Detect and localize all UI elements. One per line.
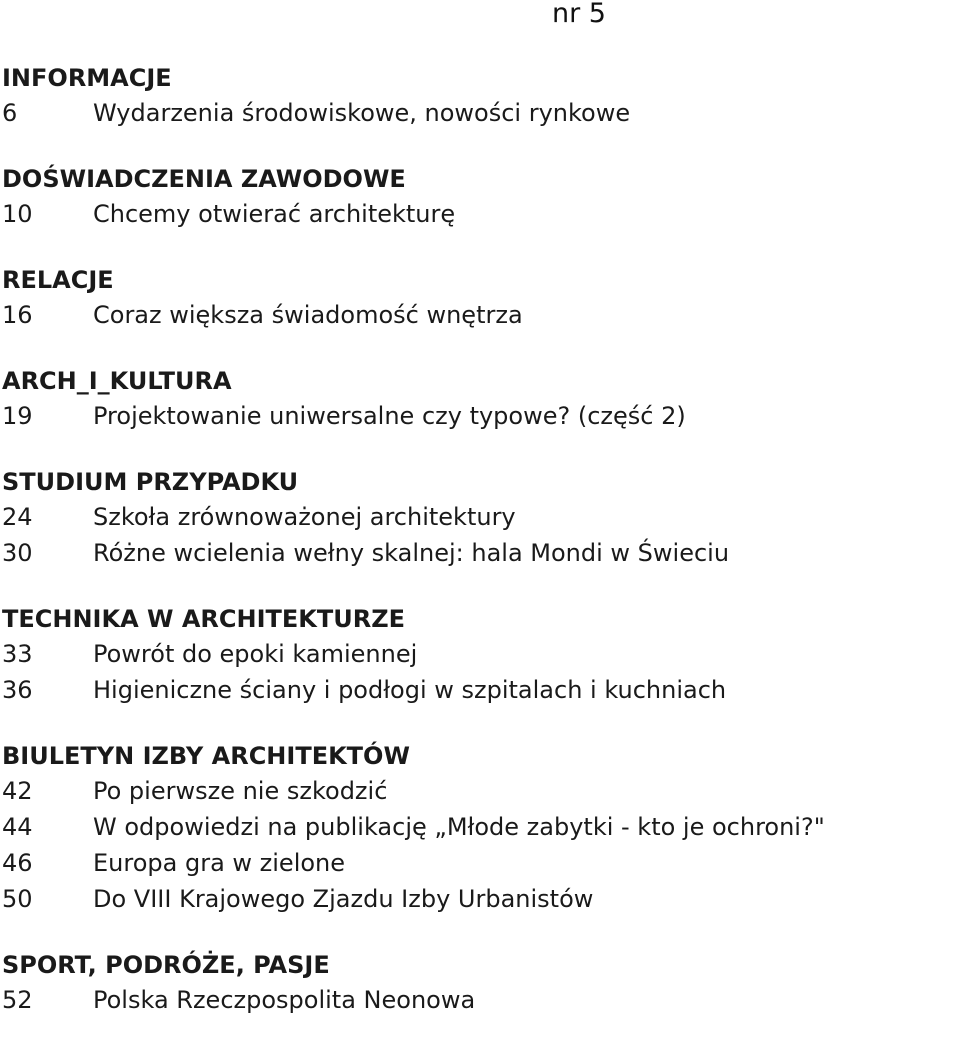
toc-entry[interactable] (2, 881, 958, 917)
table-of-contents (2, 61, 958, 1049)
page-number: 42 (2, 777, 33, 805)
article-title: Szkoła zrównoważonej architektury (93, 503, 516, 531)
toc-entry[interactable] (2, 672, 958, 708)
article-title: Projektowanie uniwersalne czy typowe? (część 2) (93, 402, 686, 430)
toc-entry[interactable] (2, 809, 958, 845)
article-title: Higieniczne ściany i podłogi w szpitalach i kuchniach (93, 676, 727, 704)
section-title: STUDIUM PRZYPADKU (2, 468, 299, 496)
page-number: 44 (2, 813, 33, 841)
page-number: 6 (2, 99, 18, 127)
toc-entry[interactable] (2, 636, 958, 672)
section-title: RELACJE (2, 266, 114, 294)
toc-entry[interactable] (2, 297, 958, 333)
toc-section-biuletyn (2, 739, 958, 917)
toc-section-doswiadczenia (2, 162, 958, 232)
toc-entry[interactable] (2, 196, 958, 232)
page-number: 30 (2, 539, 33, 567)
page-number: 36 (2, 676, 33, 704)
toc-section-studium (2, 465, 958, 571)
page-number: 52 (2, 986, 33, 1014)
toc-section-arch-i-kultura (2, 364, 958, 434)
article-title: Różne wcielenia wełny skalnej: hala Mondi w Świeciu (93, 539, 730, 567)
toc-entry[interactable] (2, 499, 958, 535)
toc-entry[interactable] (2, 398, 958, 434)
article-title: Wydarzenia środowiskowe, nowości rynkowe (93, 99, 631, 127)
article-title: Europa gra w zielone (93, 849, 346, 877)
article-title: Coraz większa świadomość wnętrza (93, 301, 523, 329)
article-title: Do VIII Krajowego Zjazdu Izby Urbanistów (93, 885, 594, 913)
section-title: BIULETYN IZBY ARCHITEKTÓW (2, 742, 410, 770)
issue-number: nr 5 (552, 0, 606, 29)
section-title: SPORT, PODRÓŻE, PASJE (2, 951, 330, 979)
article-title: Chcemy otwierać architekturę (93, 200, 456, 228)
page-number: 33 (2, 640, 33, 668)
toc-entry[interactable] (2, 535, 958, 571)
page-number: 10 (2, 200, 33, 228)
article-title: Po pierwsze nie szkodzić (93, 777, 388, 805)
page-number: 46 (2, 849, 33, 877)
toc-section-informacje (2, 61, 958, 131)
toc-section-relacje (2, 263, 958, 333)
toc-entry[interactable] (2, 982, 958, 1018)
toc-section-sport (2, 948, 958, 1018)
section-title: TECHNIKA W ARCHITEKTURZE (2, 605, 406, 633)
toc-entry[interactable] (2, 773, 958, 809)
toc-section-technika (2, 602, 958, 708)
toc-entry[interactable] (2, 845, 958, 881)
article-title: W odpowiedzi na publikację „Młode zabytki - kto je ochroni?" (93, 813, 825, 841)
article-title: Powrót do epoki kamiennej (93, 640, 418, 668)
page-number: 50 (2, 885, 33, 913)
section-title: INFORMACJE (2, 64, 172, 92)
section-title: DOŚWIADCZENIA ZAWODOWE (2, 165, 406, 193)
page-number: 19 (2, 402, 33, 430)
page-number: 16 (2, 301, 33, 329)
page-number: 24 (2, 503, 33, 531)
section-title: ARCH_I_KULTURA (2, 367, 232, 395)
article-title: Polska Rzeczpospolita Neonowa (93, 986, 476, 1014)
toc-entry[interactable] (2, 95, 958, 131)
